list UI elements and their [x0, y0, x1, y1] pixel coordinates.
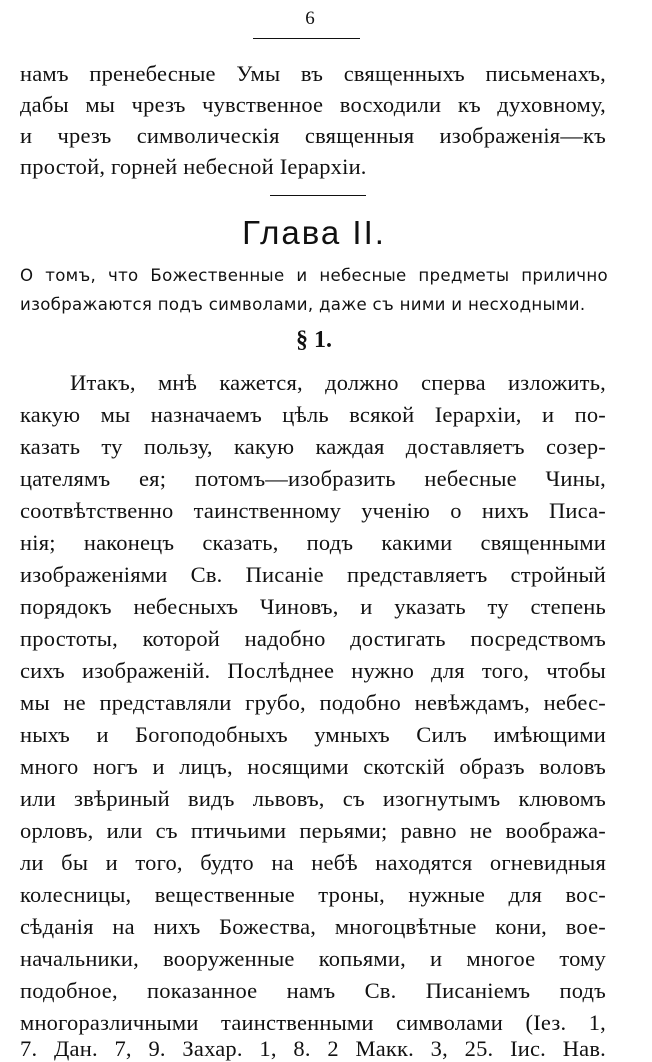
text-line: орловъ, или съ птичьими перьями; равно не вообража- — [20, 818, 606, 843]
text-line: порядокъ небесныхъ Чиновъ, и указать ту степень — [20, 594, 606, 619]
text-line: и чрезъ символическія священныя изображенія—къ — [20, 123, 606, 148]
text-line: казать ту пользу, какую каждая доставляетъ созер- — [20, 434, 606, 459]
text-line: намъ пренебесные Умы въ священныхъ письменахъ, — [20, 61, 606, 86]
text-line: много ногъ и лицъ, носящими скотскій образъ воловъ — [20, 754, 606, 779]
text-line: сѣданія на нихъ Божества, многоцвѣтные кони, вое- — [20, 914, 606, 939]
subtitle-line: О томъ, что Божественные и небесные предметы прилично — [20, 266, 608, 285]
text-line: соотвѣтственно таинственному ученію о нихъ Писа- — [20, 498, 606, 523]
text-line: изображеніями Св. Писаніе представляетъ стройный — [20, 562, 606, 587]
text-line: ли бы и того, будто на небѣ находятся огневидныя — [20, 850, 606, 875]
text-line: колесницы, вещественные троны, нужные для вос- — [20, 882, 606, 907]
text-line: или звѣриный видъ львовъ, съ изогнутымъ клювомъ — [20, 786, 606, 811]
text-line: нія; наконецъ сказать, подъ какими священными — [20, 530, 606, 555]
subtitle-line: изображаются подъ символами, даже съ ними и несходными. — [20, 295, 586, 314]
text-line: сихъ изображеній. Послѣднее нужно для того, чтобы — [20, 658, 606, 683]
text-line: какую мы назначаемъ цѣль всякой Іерархіи, и по- — [20, 402, 606, 427]
text-line: дабы мы чрезъ чувственное восходили къ духовному, — [20, 92, 606, 117]
header-rule — [253, 38, 360, 39]
text-line: многоразличными таинственными символами (Іез. 1, — [20, 1010, 606, 1035]
section-divider — [270, 195, 366, 196]
page-number: 6 — [305, 8, 315, 29]
text-line: простой, горней небесной Іерархіи. — [20, 154, 367, 179]
text-line: мы не представляли грубо, подобно невѣждамъ, небес- — [20, 690, 606, 715]
text-line: начальники, вооруженные копьями, и многое тому — [20, 946, 606, 971]
text-line: цателямъ ея; потомъ—изобразить небесные Чины, — [20, 466, 606, 491]
text-line: простоты, которой надобно достигать посредствомъ — [20, 626, 606, 651]
chapter-heading: Глава II. — [242, 214, 386, 251]
text-line: Итакъ, мнѣ кажется, должно сперва изложить, — [70, 370, 606, 395]
text-line: подобное, показанное намъ Св. Писаніемъ подъ — [20, 978, 606, 1003]
text-line: 7. Дан. 7, 9. Захар. 1, 8. 2 Макк. 3, 25. Іис. Нав. — [20, 1036, 606, 1061]
section-mark: § 1. — [296, 327, 332, 353]
text-line: ныхъ и Богоподобныхъ умныхъ Силъ имѣющими — [20, 722, 606, 747]
